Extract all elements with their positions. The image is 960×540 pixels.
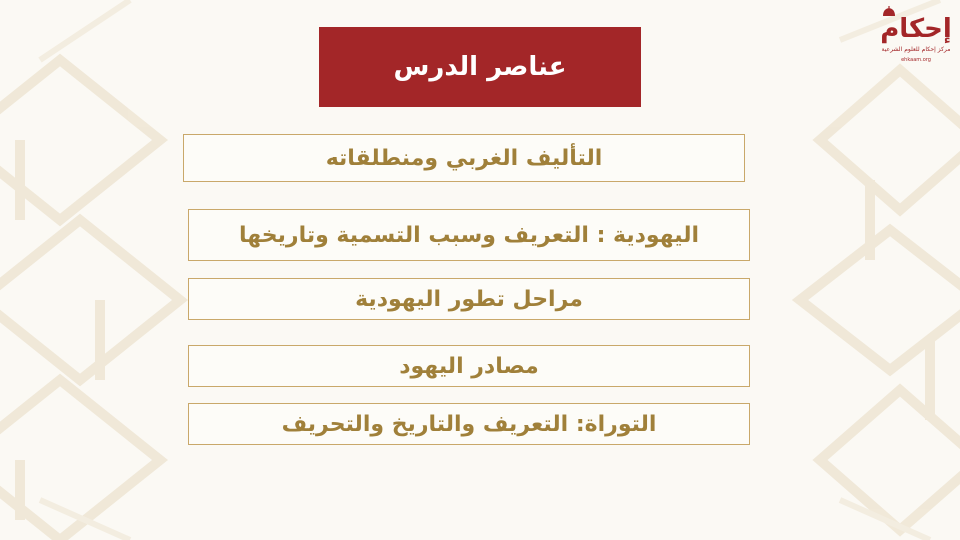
logo-subtitle: مركز إحكام للعلوم الشرعية bbox=[881, 46, 951, 53]
lesson-item-4 bbox=[188, 345, 750, 387]
lesson-item-label: مراحل تطور اليهودية bbox=[355, 286, 583, 312]
logo-url: ehkaam.org bbox=[901, 57, 931, 63]
logo-name: إحكام bbox=[880, 14, 952, 44]
ehkaam-logo bbox=[876, 4, 956, 68]
lesson-item-label: مصادر اليهود bbox=[399, 353, 539, 379]
lesson-item-label: التوراة: التعريف والتاريخ والتحريف bbox=[281, 411, 657, 437]
lesson-item-5 bbox=[188, 403, 750, 445]
lesson-item-2 bbox=[188, 209, 750, 261]
lesson-item-label: اليهودية : التعريف وسبب التسمية وتاريخها bbox=[239, 222, 700, 248]
slide-title: عناصر الدرس bbox=[393, 52, 567, 82]
lesson-item-1 bbox=[183, 134, 745, 182]
lesson-item-3 bbox=[188, 278, 750, 320]
slide-title-box bbox=[319, 27, 641, 107]
lesson-item-label: التأليف الغربي ومنطلقاته bbox=[325, 145, 603, 171]
